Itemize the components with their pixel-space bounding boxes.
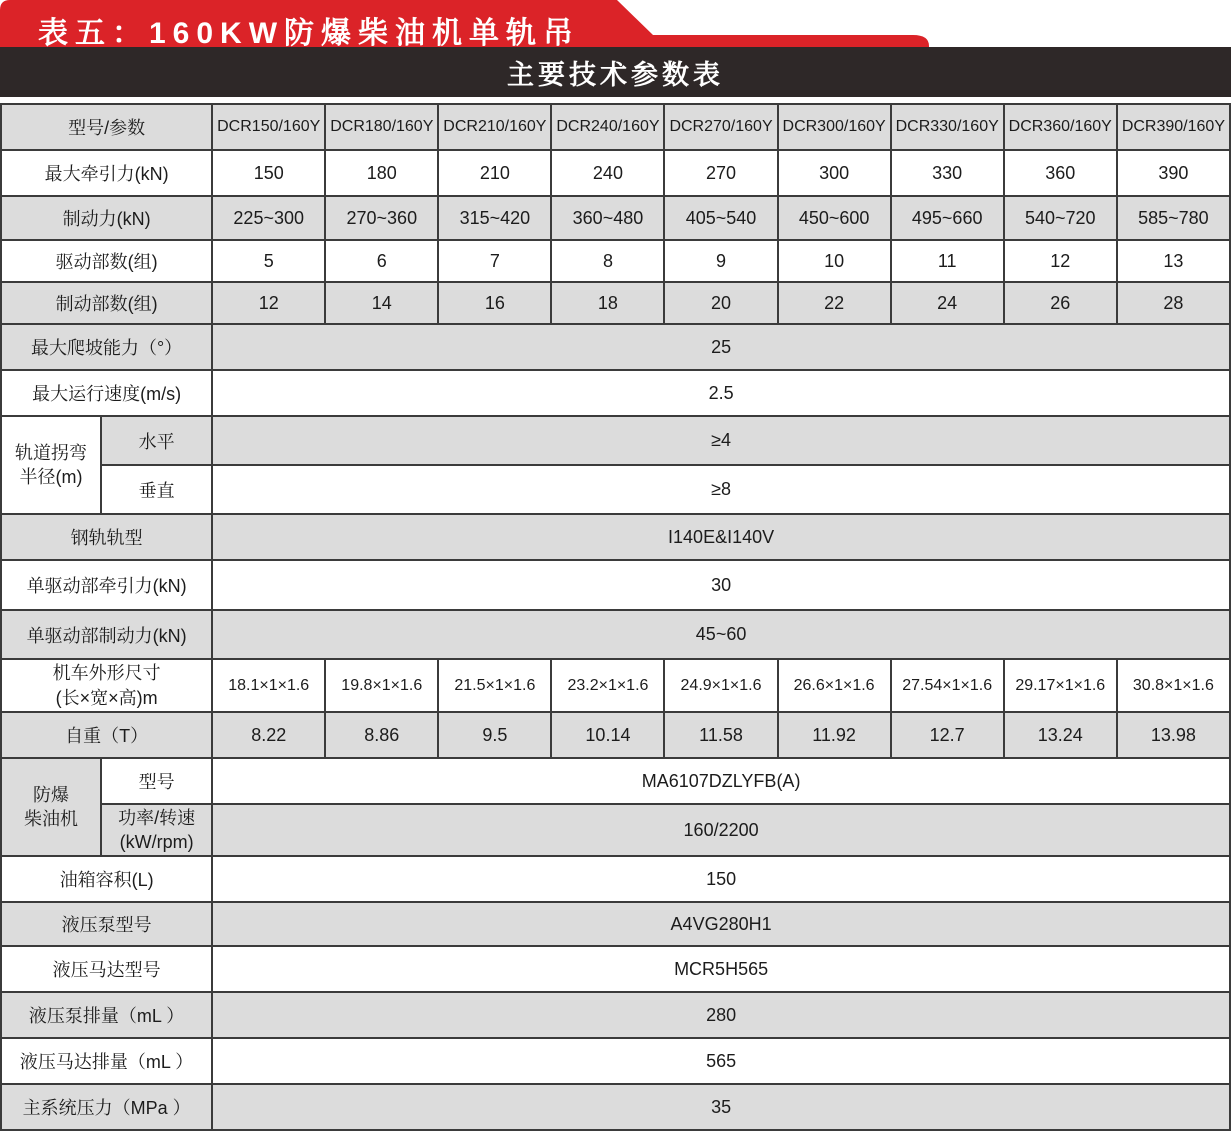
- cell-value: 12: [1004, 240, 1117, 282]
- cell-value: 300: [778, 150, 891, 196]
- table-row: [1, 560, 1230, 610]
- row-label: 最大牵引力(kN): [1, 150, 212, 196]
- cell-value: 22: [778, 282, 891, 324]
- model-header: DCR390/160Y: [1117, 104, 1230, 150]
- table-row: [1, 712, 1230, 758]
- table-row: [1, 196, 1230, 240]
- cell-value: 150: [212, 856, 1230, 902]
- table-row: [1, 282, 1230, 324]
- cell-value: 13.24: [1004, 712, 1117, 758]
- row-label: 液压泵型号: [1, 902, 212, 946]
- cell-value: 225~300: [212, 196, 325, 240]
- table-row: [1, 804, 1230, 856]
- table-row: [1, 465, 1230, 514]
- cell-value: 11.92: [778, 712, 891, 758]
- cell-value: 28: [1117, 282, 1230, 324]
- table-row: [1, 856, 1230, 902]
- cell-value: 30: [212, 560, 1230, 610]
- cell-value: 45~60: [212, 610, 1230, 659]
- cell-value: 16: [438, 282, 551, 324]
- row-label: 液压马达排量（mL ）: [1, 1038, 212, 1084]
- group-label-engine: 防爆 柴油机: [1, 758, 101, 856]
- cell-value: 9.5: [438, 712, 551, 758]
- row-label: 制动部数(组): [1, 282, 212, 324]
- cell-value: 8.22: [212, 712, 325, 758]
- row-label: 最大运行速度(m/s): [1, 370, 212, 416]
- cell-value: 315~420: [438, 196, 551, 240]
- table-row: [1, 416, 1230, 465]
- cell-value: 23.2×1×1.6: [551, 659, 664, 712]
- cell-value: A4VG280H1: [212, 902, 1230, 946]
- cell-value: 585~780: [1117, 196, 1230, 240]
- cell-value: 25: [212, 324, 1230, 370]
- table-row: [1, 1084, 1230, 1130]
- table-row: [1, 514, 1230, 560]
- table-row: [1, 659, 1230, 712]
- cell-value: 150: [212, 150, 325, 196]
- row-label: 单驱动部制动力(kN): [1, 610, 212, 659]
- row-label: 水平: [101, 416, 212, 465]
- cell-value: 2.5: [212, 370, 1230, 416]
- row-label: 自重（T）: [1, 712, 212, 758]
- row-label-engine-power: 功率/转速 (kW/rpm): [101, 804, 212, 856]
- cell-value: 18: [551, 282, 664, 324]
- model-header: DCR270/160Y: [664, 104, 777, 150]
- cell-value: MCR5H565: [212, 946, 1230, 992]
- model-header: DCR210/160Y: [438, 104, 551, 150]
- table-row: [1, 324, 1230, 370]
- cell-value: 24.9×1×1.6: [664, 659, 777, 712]
- table-row: [1, 104, 1230, 150]
- cell-value: 8.86: [325, 712, 438, 758]
- cell-value: 24: [891, 282, 1004, 324]
- model-header: DCR150/160Y: [212, 104, 325, 150]
- cell-value: 26.6×1×1.6: [778, 659, 891, 712]
- row-label: 垂直: [101, 465, 212, 514]
- cell-value: 12: [212, 282, 325, 324]
- cell-value: 330: [891, 150, 1004, 196]
- table-row: [1, 610, 1230, 659]
- cell-value: 540~720: [1004, 196, 1117, 240]
- cell-value: 5: [212, 240, 325, 282]
- cell-value: 11.58: [664, 712, 777, 758]
- cell-value: 14: [325, 282, 438, 324]
- cell-value: 20: [664, 282, 777, 324]
- row-label: 制动力(kN): [1, 196, 212, 240]
- cell-value: 565: [212, 1038, 1230, 1084]
- cell-value: 21.5×1×1.6: [438, 659, 551, 712]
- row-label: 液压泵排量（mL ）: [1, 992, 212, 1038]
- cell-value: 360~480: [551, 196, 664, 240]
- cell-value: 390: [1117, 150, 1230, 196]
- cell-value: 6: [325, 240, 438, 282]
- row-label: 驱动部数(组): [1, 240, 212, 282]
- cell-value: 26: [1004, 282, 1117, 324]
- table-row: [1, 150, 1230, 196]
- cell-value: ≥8: [212, 465, 1230, 514]
- table-row: [1, 992, 1230, 1038]
- cell-value: 9: [664, 240, 777, 282]
- header-label: 型号/参数: [1, 104, 212, 150]
- cell-value: 19.8×1×1.6: [325, 659, 438, 712]
- cell-value: I140E&I140V: [212, 514, 1230, 560]
- cell-value: 10.14: [551, 712, 664, 758]
- row-label: 单驱动部牵引力(kN): [1, 560, 212, 610]
- row-label: 液压马达型号: [1, 946, 212, 992]
- cell-value: 18.1×1×1.6: [212, 659, 325, 712]
- row-label: 钢轨轨型: [1, 514, 212, 560]
- cell-value: 240: [551, 150, 664, 196]
- cell-value: 495~660: [891, 196, 1004, 240]
- row-label: 型号: [101, 758, 212, 804]
- table-row: [1, 902, 1230, 946]
- table-row: [1, 370, 1230, 416]
- cell-value: 13.98: [1117, 712, 1230, 758]
- cell-value: MA6107DZLYFB(A): [212, 758, 1230, 804]
- cell-value: 360: [1004, 150, 1117, 196]
- cell-value: 10: [778, 240, 891, 282]
- group-label-turn-radius: 轨道拐弯 半径(m): [1, 416, 101, 514]
- cell-value: ≥4: [212, 416, 1230, 465]
- page-title: 表五：160KW防爆柴油机单轨吊: [38, 17, 581, 50]
- cell-value: 210: [438, 150, 551, 196]
- cell-value: 280: [212, 992, 1230, 1038]
- cell-value: 12.7: [891, 712, 1004, 758]
- cell-value: 30.8×1×1.6: [1117, 659, 1230, 712]
- table-row: [1, 240, 1230, 282]
- spec-table: [0, 103, 1231, 1131]
- row-label: 主系统压力（MPa ）: [1, 1084, 212, 1130]
- cell-value: 7: [438, 240, 551, 282]
- cell-value: 180: [325, 150, 438, 196]
- cell-value: 450~600: [778, 196, 891, 240]
- cell-value: 270: [664, 150, 777, 196]
- table-row: [1, 946, 1230, 992]
- cell-value: 27.54×1×1.6: [891, 659, 1004, 712]
- cell-value: 405~540: [664, 196, 777, 240]
- model-header: DCR240/160Y: [551, 104, 664, 150]
- row-label: 最大爬坡能力（°）: [1, 324, 212, 370]
- cell-value: 13: [1117, 240, 1230, 282]
- table-title: 主要技术参数表: [507, 59, 724, 90]
- cell-value: 35: [212, 1084, 1230, 1130]
- model-header: DCR180/160Y: [325, 104, 438, 150]
- row-label: 油箱容积(L): [1, 856, 212, 902]
- row-label-dimensions: 机车外形尺寸 (长×宽×高)m: [1, 659, 212, 712]
- cell-value: 11: [891, 240, 1004, 282]
- model-header: DCR330/160Y: [891, 104, 1004, 150]
- cell-value: 29.17×1×1.6: [1004, 659, 1117, 712]
- cell-value: 8: [551, 240, 664, 282]
- table-row: [1, 1038, 1230, 1084]
- table-row: [1, 758, 1230, 804]
- page-header: [0, 0, 1231, 97]
- cell-value: 270~360: [325, 196, 438, 240]
- model-header: DCR300/160Y: [778, 104, 891, 150]
- model-header: DCR360/160Y: [1004, 104, 1117, 150]
- cell-value: 160/2200: [212, 804, 1230, 856]
